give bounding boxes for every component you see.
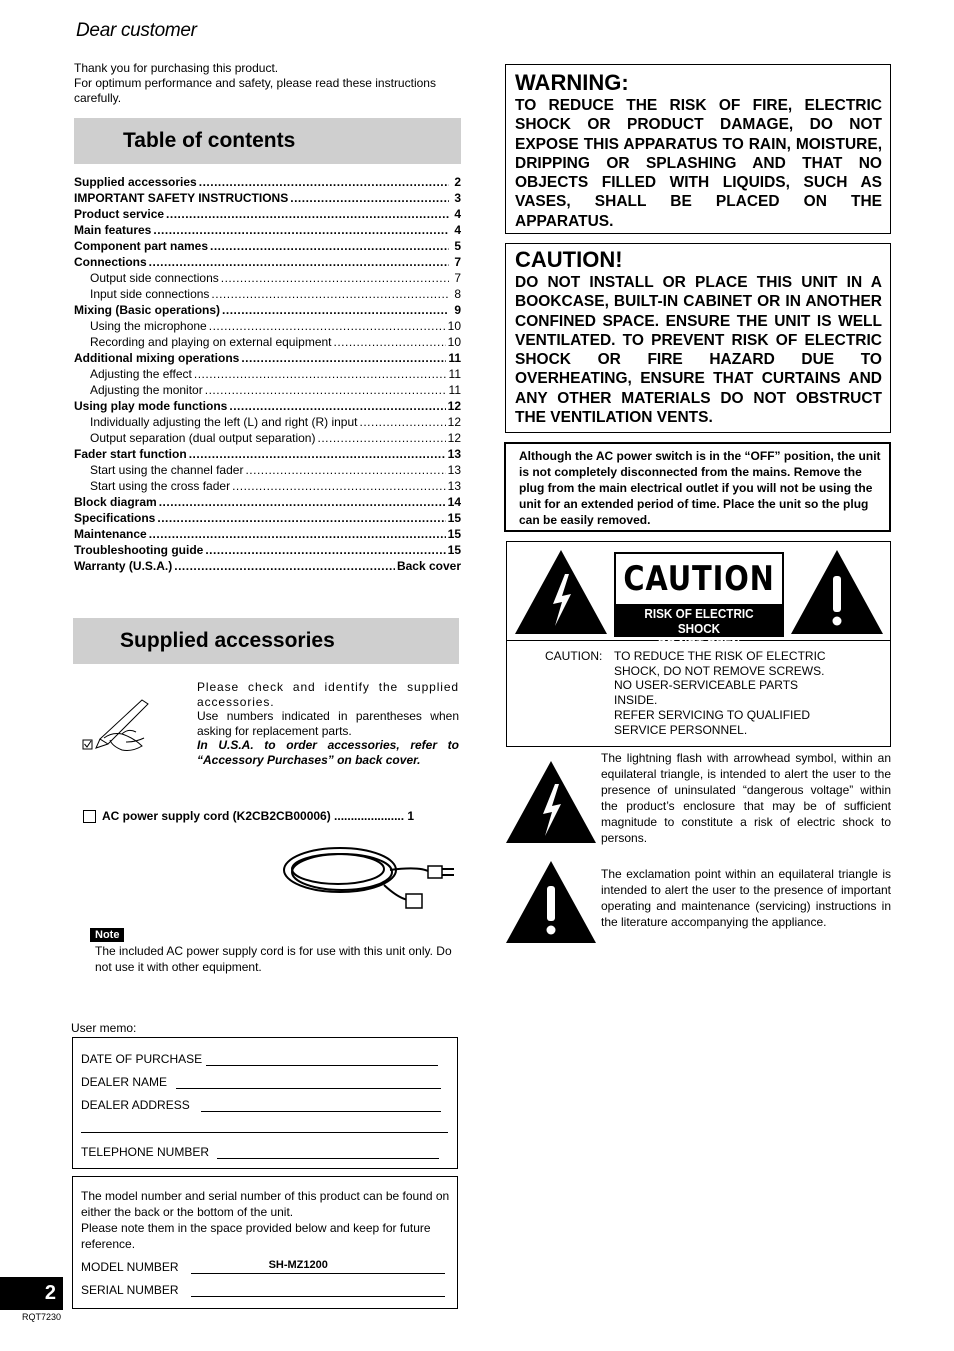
toc-entry-label: Using play mode functions — [74, 399, 228, 413]
toc-leader-dots — [166, 207, 449, 221]
toc-leader-dots — [149, 527, 446, 541]
toc-leader-dots — [232, 479, 446, 493]
toc-entry-label: Adjusting the monitor — [90, 383, 203, 397]
toc-entry[interactable] — [74, 207, 461, 223]
toc-entry-label: Specifications — [74, 511, 156, 525]
caution-box — [505, 243, 891, 433]
toc-entry-page: 11 — [448, 367, 461, 381]
page-number: 2 — [0, 1277, 63, 1310]
toc-entry-page: 13 — [447, 463, 461, 477]
toc-entry-page: 14 — [447, 495, 461, 509]
note-text: The included AC power supply cord is for use with this unit only. Do not use it with other equipment. — [95, 944, 452, 974]
warning-box — [505, 64, 891, 234]
model-number-value: SH-MZ1200 — [268, 1259, 328, 1271]
toc-entry-page: 12 — [447, 399, 461, 413]
toc-leader-dots — [290, 191, 449, 205]
toc-leader-dots — [149, 255, 449, 269]
toc-entry-label: Adjusting the effect — [90, 367, 192, 381]
caution-label-box — [506, 541, 891, 747]
toc-entry[interactable] — [74, 191, 461, 207]
toc-entry-page: 10 — [447, 319, 461, 333]
model-number-box — [72, 1176, 458, 1309]
toc-entry[interactable] — [74, 351, 461, 367]
intro-text: Thank you for purchasing this product. For optimum performance and safety, please read these instructions carefully. — [74, 61, 436, 105]
lightning-triangle-icon — [513, 548, 609, 636]
dealer-address-line[interactable] — [201, 1100, 441, 1112]
toc-leader-dots — [210, 239, 449, 253]
date-of-purchase-field: DATE OF PURCHASE — [81, 1052, 438, 1066]
toc-entry-label: Individually adjusting the left (L) and right (R) input — [90, 415, 358, 429]
toc-leader-dots — [205, 543, 445, 557]
toc-entry-page: 5 — [454, 239, 461, 253]
caution-sign-subtext: RISK OF ELECTRIC SHOCK DO NOT OPEN — [616, 604, 782, 637]
accessory-item-label: AC power supply cord (K2CB2CB00006) ..................... 1 — [102, 809, 415, 823]
toc-entry-label: Output side connections — [90, 271, 219, 285]
dealer-name-line[interactable] — [176, 1077, 441, 1089]
toc-entry[interactable] — [74, 543, 461, 559]
toc-entry[interactable] — [74, 303, 461, 319]
toc-entry-page: 11 — [448, 351, 461, 365]
caution-sign-word: CAUTION — [623, 559, 775, 599]
toc-entry-label: Input side connections — [90, 287, 210, 301]
note-badge: Note — [90, 928, 124, 942]
exclamation-triangle-icon — [505, 860, 597, 944]
serial-number-line[interactable] — [191, 1285, 445, 1297]
toc-entry[interactable] — [74, 319, 461, 335]
caution-title: CAUTION! — [515, 247, 623, 272]
toc-entry-page: 15 — [447, 543, 461, 557]
caution-label-graphic — [507, 542, 890, 651]
toc-entry-label: Troubleshooting guide — [74, 543, 204, 557]
toc-entry[interactable] — [74, 447, 461, 463]
toc-entry-label: Output separation (dual output separation) — [90, 431, 316, 445]
dealer-address-line2[interactable] — [81, 1121, 448, 1133]
toc-entry-label: Additional mixing operations — [74, 351, 240, 365]
toc-entry-label: Block diagram — [74, 495, 157, 509]
toc-entry[interactable] — [74, 399, 461, 415]
toc-entry-label: Supplied accessories — [74, 175, 197, 189]
toc-entry-page: 15 — [447, 511, 461, 525]
model-number-field: MODEL NUMBER SH-MZ1200 — [81, 1260, 445, 1274]
toc-entry-label: Connections — [74, 255, 147, 269]
toc-entry-page: 13 — [447, 479, 461, 493]
toc-leader-dots — [157, 511, 445, 525]
toc-entry-page: 11 — [448, 383, 461, 397]
toc-leader-dots — [221, 271, 449, 285]
power-switch-notice-text: Although the AC power switch is in the “OFF” position, the unit is not completely disconnected from the mains. Remove the plug from the main electrical outlet if you will not be using the unit for an extended period of time. Place the unit so the plug can be easily removed. — [519, 449, 881, 527]
toc-entry-page: 7 — [454, 271, 461, 285]
serial-number-field: SERIAL NUMBER — [81, 1283, 445, 1297]
lightning-triangle-icon — [505, 760, 597, 844]
model-number-line[interactable] — [191, 1261, 445, 1274]
toc-entry-page: 4 — [454, 207, 461, 221]
toc-entry[interactable] — [74, 527, 461, 543]
replacement-parts-text: Use numbers indicated in parentheses when asking for replacement parts. — [197, 709, 459, 738]
toc-entry[interactable] — [74, 255, 461, 271]
telephone-field: TELEPHONE NUMBER — [81, 1145, 439, 1159]
toc-entry-page: 12 — [447, 431, 461, 445]
toc-entry[interactable] — [74, 335, 461, 351]
toc-leader-dots — [334, 335, 446, 349]
toc-entry-page: 3 — [454, 191, 461, 205]
check-accessories-text: Please check and identify the supplied accessories. — [197, 680, 459, 709]
power-cord-image — [280, 840, 458, 912]
toc-leader-dots — [205, 383, 447, 397]
toc-entry-page: 2 — [454, 175, 461, 189]
model-note-text: Please note them in the space provided below and keep for future reference. — [81, 1221, 431, 1251]
toc-entry-label: Maintenance — [74, 527, 147, 541]
toc-entry[interactable] — [74, 367, 461, 383]
toc-entry-label: Recording and playing on external equipment — [90, 335, 332, 349]
exclamation-symbol-description: The exclamation point within an equilateral triangle is intended to alert the user to the presence of important operating and maintenance (servicing) instructions in the literature accompanying the appliance. — [601, 867, 891, 929]
toc-entry[interactable] — [74, 383, 461, 399]
toc-leader-dots — [245, 463, 445, 477]
order-accessories-text: In U.S.A. to order accessories, refer to “Accessory Purchases” on back cover. — [197, 738, 459, 767]
toc-entry-page: 10 — [447, 335, 461, 349]
toc-entry-page: 7 — [454, 255, 461, 269]
toc-leader-dots — [209, 319, 446, 333]
toc-entry[interactable] — [74, 287, 461, 303]
toc-entry-label: Warranty (U.S.A.) — [74, 559, 173, 573]
toc-title: Table of contents — [123, 129, 296, 152]
toc-leader-dots — [194, 367, 447, 381]
toc-entry[interactable] — [74, 239, 461, 255]
caution-body: DO NOT INSTALL OR PLACE THIS UNIT IN A BOOKCASE, BUILT-IN CABINET OR IN ANOTHER CONFINED SPACE. ENSURE THE UNIT IS WELL VENTILATED. TO PREVENT RISK OF ELECTRIC SHOCK OR FIRE HAZARD DUE TO OVERHEATING, ENSURE THAT CURTAINS AND ANY OTHER MATERIALS DO NOT OBSTRUCT THE VENTILATION VENTS. — [515, 274, 882, 427]
toc-entry[interactable] — [74, 175, 461, 191]
toc-leader-dots — [189, 447, 446, 461]
toc-entry-page: 12 — [447, 415, 461, 429]
toc-entry-label: Component part names — [74, 239, 209, 253]
toc-heading-band — [74, 118, 461, 164]
accessories-instructions — [197, 680, 459, 767]
toc-entry-page: 13 — [447, 447, 461, 461]
telephone-line[interactable] — [217, 1147, 439, 1159]
user-memo-label: User memo: — [71, 1021, 137, 1035]
caution-label-message: TO REDUCE THE RISK OF ELECTRIC SHOCK, DO NOT REMOVE SCREWS. NO USER-SERVICEABLE PARTS INSIDE. REFER SERVICING TO QUALIFIED SERVICE PERSONNEL. — [614, 649, 826, 737]
greeting-heading: Dear customer — [76, 20, 197, 41]
power-switch-notice — [504, 442, 891, 532]
toc-leader-dots — [174, 559, 395, 573]
toc-entry-label: Fader start function — [74, 447, 187, 461]
toc-entry-label: Start using the channel fader — [90, 463, 244, 477]
warning-title: WARNING: — [515, 70, 629, 95]
document-code: RQT7230 — [22, 1312, 62, 1322]
dealer-address-field: DEALER ADDRESS — [81, 1098, 441, 1112]
exclamation-triangle-icon — [789, 548, 885, 636]
toc-entry[interactable] — [74, 271, 461, 287]
toc-entry-label: Product service — [74, 207, 165, 221]
accessories-title: Supplied accessories — [120, 629, 335, 652]
toc-entry-label: Main features — [74, 223, 152, 237]
toc-entry[interactable] — [74, 559, 461, 575]
toc-leader-dots — [317, 431, 445, 445]
accessory-item — [83, 809, 463, 823]
toc-leader-dots — [359, 415, 445, 429]
toc-entry[interactable] — [74, 479, 461, 495]
toc-leader-dots — [211, 287, 449, 301]
model-info-text: The model number and serial number of this product can be found on either the back or the bottom of the unit. — [81, 1189, 450, 1219]
user-memo-box — [72, 1037, 458, 1169]
accessories-heading-band — [73, 618, 459, 664]
toc-leader-dots — [199, 175, 449, 189]
toc-entry-page: Back cover — [396, 559, 461, 573]
toc-entry-label: Start using the cross fader — [90, 479, 231, 493]
date-of-purchase-line[interactable] — [206, 1054, 438, 1066]
caution-label-prefix: CAUTION: — [545, 649, 603, 663]
toc-entry-page: 4 — [454, 223, 461, 237]
lightning-symbol-description: The lightning flash with arrowhead symbol, within an equilateral triangle, is intended to alert the user to the presence of uninsulated “dangerous voltage” within the product’s enclosure that may be of sufficient magnitude to constitute a risk of electric shock to persons. — [601, 751, 891, 845]
toc-leader-dots — [159, 495, 446, 509]
pen-checkmark-icon — [82, 694, 154, 756]
toc-entry[interactable] — [74, 223, 461, 239]
caution-sign — [614, 552, 784, 651]
toc-entry[interactable] — [74, 495, 461, 511]
toc-entry-page: 8 — [454, 287, 461, 301]
table-of-contents — [74, 175, 461, 575]
dealer-name-field: DEALER NAME — [81, 1075, 441, 1089]
toc-leader-dots — [229, 399, 445, 413]
toc-leader-dots — [153, 223, 449, 237]
toc-entry-page: 15 — [447, 527, 461, 541]
toc-entry[interactable] — [74, 415, 461, 431]
toc-entry[interactable] — [74, 511, 461, 527]
toc-entry[interactable] — [74, 463, 461, 479]
toc-entry-label: Using the microphone — [90, 319, 207, 333]
toc-entry-page: 9 — [454, 303, 461, 317]
toc-entry[interactable] — [74, 431, 461, 447]
warning-body: TO REDUCE THE RISK OF FIRE, ELECTRIC SHOCK OR PRODUCT DAMAGE, DO NOT EXPOSE THIS APPARATUS TO RAIN, MOISTURE, DRIPPING OR SPLASHING AND THAT NO OBJECTS FILLED WITH LIQUIDS, SUCH AS VASES, SHALL BE PLACED ON THE APPARATUS. — [515, 97, 882, 230]
toc-leader-dots — [241, 351, 446, 365]
toc-entry-label: Mixing (Basic operations) — [74, 303, 221, 317]
accessory-checkbox[interactable] — [83, 810, 96, 823]
toc-leader-dots — [222, 303, 449, 317]
toc-entry-label: IMPORTANT SAFETY INSTRUCTIONS — [74, 191, 289, 205]
